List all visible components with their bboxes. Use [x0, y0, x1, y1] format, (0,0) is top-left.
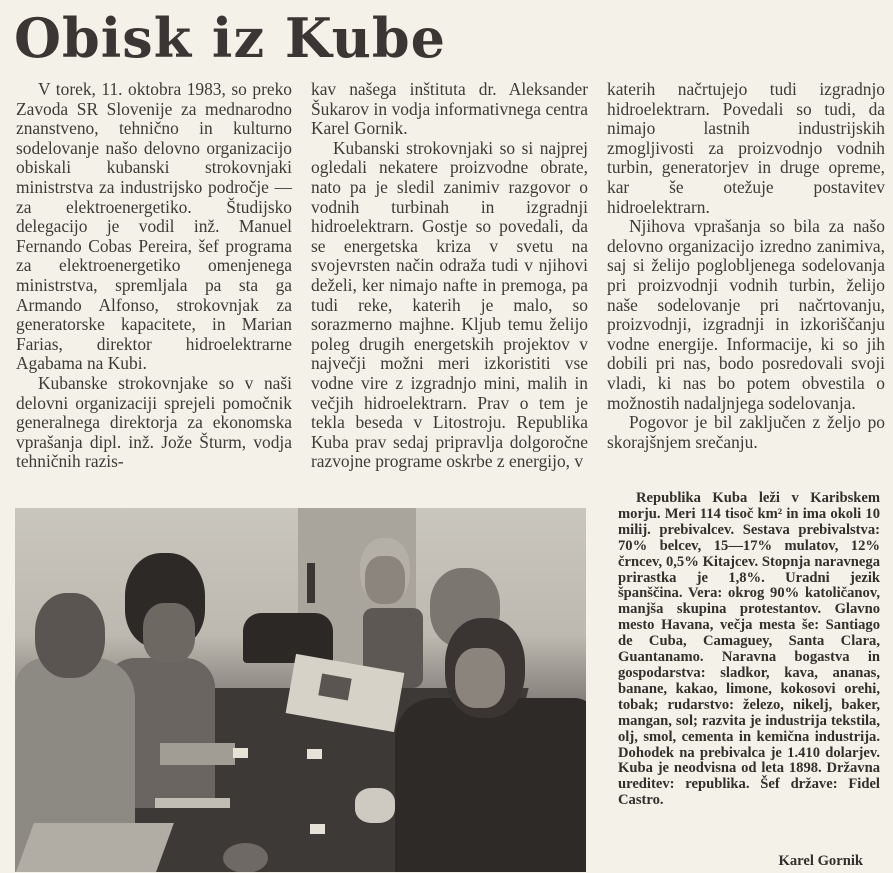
name-card-shape [310, 824, 325, 834]
person-head-shape [35, 593, 105, 678]
book-shape [155, 798, 230, 808]
door-handle-shape [307, 563, 315, 603]
paragraph: Kubanske strokovnjake so v naši delovni organizaciji sprejeli pomočnik generalnega direktorja za ekonomska vprašanja dipl. inž. Jože Šturm, vodja tehničnih razis- [16, 372, 292, 472]
article-column-2 [311, 80, 588, 472]
meeting-photo [15, 508, 586, 872]
person-face-shape [143, 603, 195, 663]
cuba-facts-box [618, 491, 880, 809]
paragraph: V torek, 11. oktobra 1983, so preko Zavoda SR Slovenije za mednarodno znanstveno, tehnično in kulturno sodelovanje našo delovno organizacijo obiskali kubanski strokovnjaki ministrstva za industrijsko področje — za elektroenergetiko. Študijsko delegacijo je vodil inž. Manuel Fernando Cobas Pereira, šef programa za elektroenergetiko omenjenega ministrstva, spremljala pa sta ga Armando Alfonso, strokovnjak za generatorske kapacitete, in Marian Farias, direktor hidroelektrarne Agabama na Kubi. [16, 79, 292, 374]
name-card-shape [233, 748, 248, 758]
person-shape [395, 698, 586, 872]
book-shape [160, 743, 235, 765]
hands-shape [355, 788, 395, 823]
article-title: Obisk iz Kube [14, 6, 447, 70]
paragraph: Pogovor je bil zaključen z željo po skorajšnjem srečanju. [607, 412, 885, 452]
paragraph: katerih načrtujejo tudi izgradnjo hidroelektrarn. Povedali so tudi, da nimajo lastnih industrijskih zmogljivosti za proizvodnjo vodnih turbin, generatorjev in druge opreme, kar še otežuje postavitev hidroelektrarn. [607, 79, 885, 217]
person-face-shape [455, 648, 505, 708]
person-face-shape [365, 556, 405, 604]
paragraph: Kubanski strokovnjaki so si najprej ogledali nekatere proizvodne obrate, nato pa je sledil zanimiv razgovor o vodnih turbinah in izgradnji hidroelektrarn. Gostje so povedali, da se energetska kriza v svetu na svojevrsten način odraža tudi v njihovi deželi, ker nimajo nafte in premoga, pa tudi reke, katerih je malo, so sorazmerno majhne. Kljub temu želijo poleg drugih energetskih projektov v največji možni meri izkoristiti vse vodne vire z izgradnjo mini, malih in večjih hidroelektrarn. Prav o tem je tekla beseda v Litostroju. Republika Kuba prav sedaj pripravlja dolgoročne razvojne programe oskrbe z energijo, v [311, 137, 588, 472]
article-column-3 [607, 80, 885, 452]
paragraph: kav našega inštituta dr. Aleksander Šukarov in vodja informativnega centra Karel Gornik. [311, 79, 588, 139]
papers-shape [16, 823, 174, 872]
chair-shape [243, 613, 333, 663]
facts-text: Republika Kuba leži v Karibskem morju. Meri 114 tisoč km² in ima okoli 10 milij. prebivalcev. Sestava prebivalstva: 70% belcev, 15—17% mulatov, 12% črncev, 0,5% Kitajcev. Stopnja naravnega prirastka je 1,8%. Uradni jezik španščina. Vera: okrog 90% katoličanov, manjša skupina protestantov. Glavno mesto Havana, večja mesta še: Santiago de Cuba, Camaguey, Santa Clara, Guantanamo. Naravna bogastva in gospodarstva: sladkor, kava, ananas, banane, kakao, limone, kokosovi orehi, tobak; rudarstvo: železo, nikelj, baker, mangan, sol; razvita je industrija tekstila, olj, smol, cementa in kemična industrija. Dohodek na prebivalca je 1.410 dolarjev. Kuba je neodvisna od leta 1898. Državna ureditev: republika. Šef države: Fidel Castro. [618, 490, 880, 809]
author-byline: Karel Gornik [778, 853, 863, 869]
ashtray-shape [223, 843, 268, 872]
paragraph: Njihova vprašanja so bila za našo delovno organizacijo izredno zanimiva, saj si želijo poglobljenega sodelovanja pri proizvodnji vodnih turbin, želijo naše sodelovanje pri načrtovanju, proizvodnji, izgradnji in izkoriščanju vodne energije. Informacije, ki so jih dobili pri nas, bodo posredovali svoji vladi, ki nas bo potem obvestila o možnostih nadaljnjega sodelovanja. [607, 216, 885, 413]
name-card-shape [307, 749, 322, 759]
article-column-1 [16, 80, 292, 472]
